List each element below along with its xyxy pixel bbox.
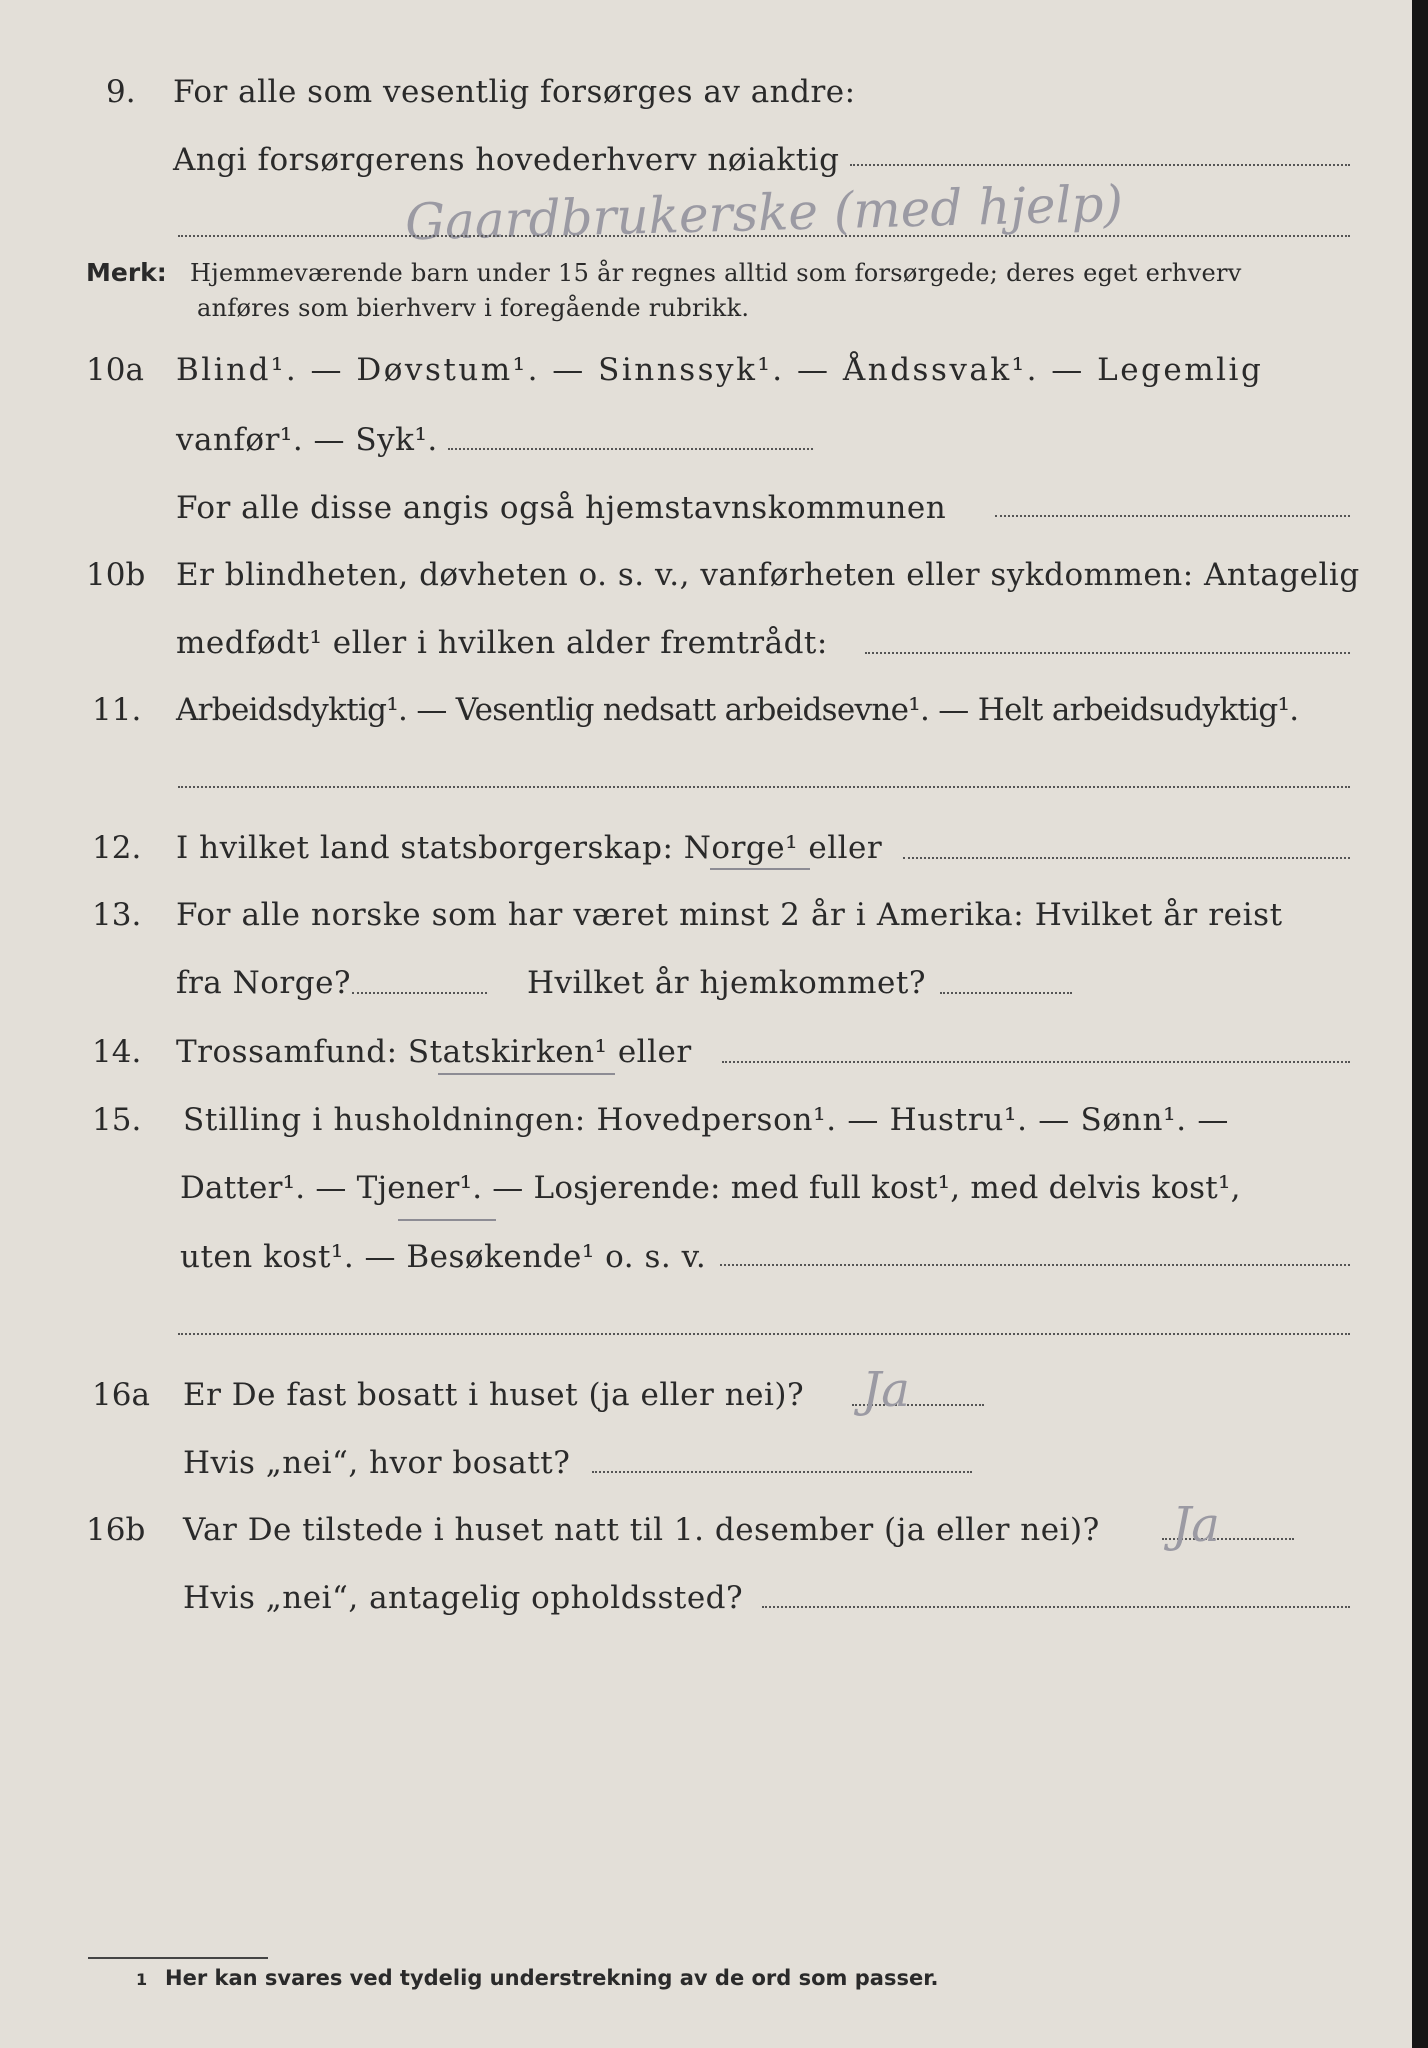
q13-number: 13. bbox=[92, 897, 142, 933]
q11-answer-line[interactable] bbox=[178, 786, 1350, 788]
q16b-whereabouts-line[interactable] bbox=[762, 1606, 1350, 1608]
merk-line1: Hjemmeværende barn under 15 år regnes alltid som forsørgede; deres eget erhverv bbox=[190, 259, 1242, 287]
q9-number: 9. bbox=[106, 74, 136, 110]
q9-answer-line-1[interactable] bbox=[850, 164, 1350, 166]
q13-departure-year-line[interactable] bbox=[352, 992, 487, 994]
q15-line1: Stilling i husholdningen: Hovedperson¹. — Hustru¹. — Sønn¹. — bbox=[183, 1102, 1230, 1138]
q9-line1: For alle som vesentlig forsørges av andre: bbox=[173, 74, 856, 110]
q10a-line2: vanfør¹. — Syk¹. bbox=[176, 422, 438, 458]
q16a-number: 16a bbox=[92, 1377, 150, 1413]
q10a-line1: Blind¹. — Døvstum¹. — Sinnssyk¹. — Åndssvak¹. — Legemlig bbox=[176, 352, 1264, 388]
q12-number: 12. bbox=[92, 830, 142, 866]
q13-line2a: fra Norge? bbox=[176, 965, 352, 1001]
q12-answer-line[interactable] bbox=[903, 857, 1350, 859]
q15-answer-line-1[interactable] bbox=[720, 1264, 1350, 1266]
q12-norge-underline bbox=[710, 868, 810, 870]
q15-line2: Datter¹. — Tjener¹. — Losjerende: med full kost¹, med delvis kost¹, bbox=[180, 1170, 1241, 1206]
q10b-line1: Er blindheten, døvheten o. s. v., vanførheten eller sykdommen: Antagelig bbox=[176, 557, 1360, 593]
q10a-number: 10a bbox=[86, 352, 144, 388]
q16a-line1: Er De fast bosatt i huset (ja eller nei)? bbox=[183, 1377, 805, 1413]
q15-tjener-underline bbox=[398, 1219, 496, 1221]
q11-line1: Arbeidsdyktig¹. — Vesentlig nedsatt arbeidsevne¹. — Helt arbeidsudyktig¹. bbox=[176, 692, 1299, 728]
q13-line1: For alle norske som har været minst 2 år i Amerika: Hvilket år reist bbox=[176, 897, 1283, 933]
q15-line3: uten kost¹. — Besøkende¹ o. s. v. bbox=[180, 1239, 707, 1275]
q14-number: 14. bbox=[92, 1034, 142, 1070]
q10a-home-municipality-line[interactable] bbox=[995, 515, 1350, 517]
q16b-line1: Var De tilstede i huset natt til 1. desember (ja eller nei)? bbox=[183, 1512, 1100, 1548]
q10a-line3: For alle disse angis også hjemstavnskommunen bbox=[176, 490, 947, 526]
q10a-answer-line[interactable] bbox=[448, 448, 813, 450]
q9-answer-line-2[interactable] bbox=[178, 235, 1350, 237]
q10b-answer-line[interactable] bbox=[865, 652, 1350, 654]
q15-number: 15. bbox=[92, 1102, 142, 1138]
q16a-residence-line[interactable] bbox=[592, 1471, 972, 1473]
q9-handwritten-answer: Gaardbrukerske (med hjelp) bbox=[404, 174, 1124, 252]
footnote-rule bbox=[88, 1957, 268, 1959]
q9-line2: Angi forsørgerens hovederhverv nøiaktig bbox=[173, 142, 840, 178]
q16a-handwritten-answer: Ja bbox=[862, 1362, 910, 1418]
scan-dark-edge bbox=[1412, 0, 1428, 2048]
q15-answer-line-2[interactable] bbox=[178, 1333, 1350, 1335]
merk-line2: anføres som bierhverv i foregående rubrikk. bbox=[197, 294, 750, 322]
q14-statskirken-underline bbox=[438, 1073, 615, 1075]
q13-return-year-line[interactable] bbox=[940, 992, 1072, 994]
footnote-text: Her kan svares ved tydelig understrekning av de ord som passer. bbox=[165, 1966, 939, 1990]
q10b-line2: medfødt¹ eller i hvilken alder fremtrådt: bbox=[176, 625, 828, 661]
q16b-line2: Hvis „nei“, antagelig opholdssted? bbox=[183, 1580, 744, 1616]
q11-number: 11. bbox=[92, 692, 142, 728]
q14-line1: Trossamfund: Statskirken¹ eller bbox=[176, 1034, 692, 1070]
q13-line2b: Hvilket år hjemkommet? bbox=[527, 965, 926, 1001]
q14-answer-line[interactable] bbox=[722, 1061, 1350, 1063]
q16b-handwritten-answer: Ja bbox=[1172, 1497, 1220, 1553]
q16a-line2: Hvis „nei“, hvor bosatt? bbox=[183, 1445, 571, 1481]
footnote-mark: 1 bbox=[136, 1970, 148, 1989]
merk-label: Merk: bbox=[86, 258, 167, 287]
q12-line1: I hvilket land statsborgerskap: Norge¹ eller bbox=[176, 830, 883, 866]
q10b-number: 10b bbox=[86, 557, 146, 593]
q16b-number: 16b bbox=[86, 1512, 146, 1548]
